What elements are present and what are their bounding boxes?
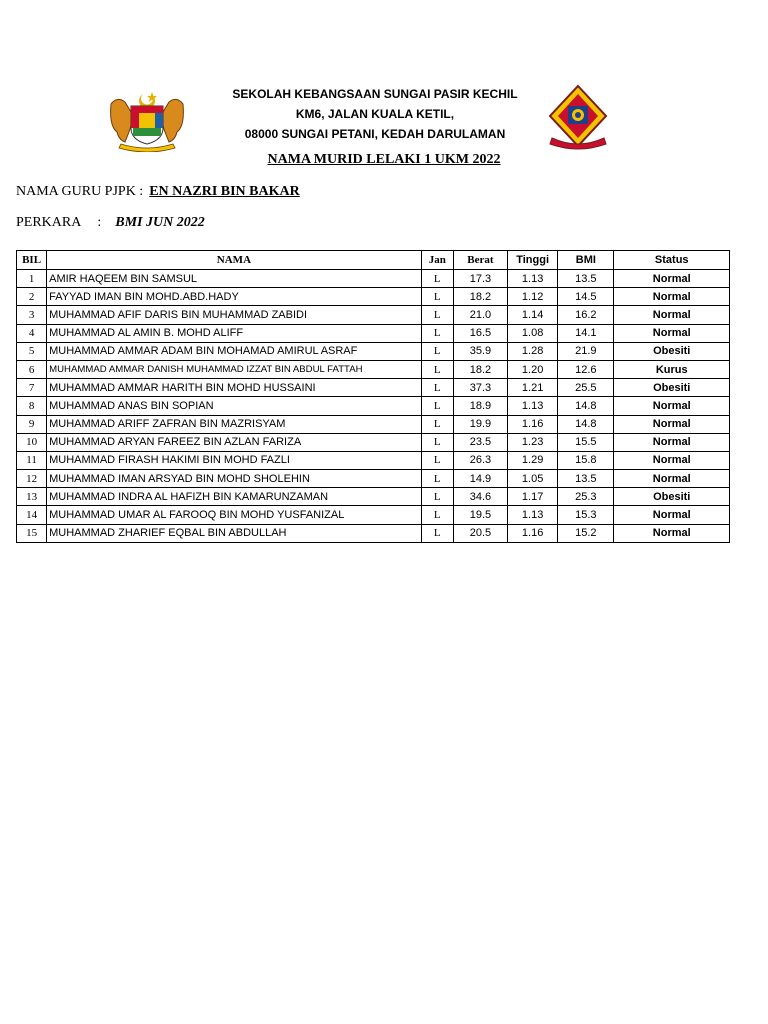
cell-status: Kurus	[614, 360, 730, 378]
cell-bmi: 13.5	[558, 270, 614, 288]
cell-tinggi: 1.21	[508, 379, 558, 397]
cell-nama: MUHAMMAD IMAN ARSYAD BIN MOHD SHOLEHIN	[47, 470, 422, 488]
school-crest-icon	[546, 82, 610, 154]
cell-jan: L	[421, 506, 453, 524]
cell-jan: L	[421, 433, 453, 451]
cell-tinggi: 1.14	[508, 306, 558, 324]
cell-bil: 8	[17, 397, 47, 415]
cell-nama: MUHAMMAD ANAS BIN SOPIAN	[47, 397, 422, 415]
cell-nama: MUHAMMAD AFIF DARIS BIN MUHAMMAD ZABIDI	[47, 306, 422, 324]
cell-nama: MUHAMMAD AMMAR ADAM BIN MOHAMAD AMIRUL ASRAF	[47, 342, 422, 360]
header-tinggi: Tinggi	[508, 251, 558, 270]
table-row	[17, 451, 730, 469]
cell-nama: MUHAMMAD AMMAR DANISH MUHAMMAD IZZAT BIN ABDUL FATTAH	[47, 360, 422, 378]
cell-nama: MUHAMMAD ARIFF ZAFRAN BIN MAZRISYAM	[47, 415, 422, 433]
cell-berat: 20.5	[453, 524, 507, 542]
table-row	[17, 288, 730, 306]
table-row	[17, 415, 730, 433]
cell-nama: MUHAMMAD UMAR AL FAROOQ BIN MOHD YUSFANIZAL	[47, 506, 422, 524]
school-address-line: KM6, JALAN KUALA KETIL,	[295, 107, 455, 121]
cell-bil: 11	[17, 451, 47, 469]
cell-nama: MUHAMMAD ARYAN FAREEZ BIN AZLAN FARIZA	[47, 433, 422, 451]
cell-bil: 1	[17, 270, 47, 288]
table-row	[17, 306, 730, 324]
cell-nama: MUHAMMAD AMMAR HARITH BIN MOHD HUSSAINI	[47, 379, 422, 397]
cell-bmi: 15.2	[558, 524, 614, 542]
cell-bmi: 25.5	[558, 379, 614, 397]
table-row	[17, 433, 730, 451]
cell-nama: AMIR HAQEEM BIN SAMSUL	[47, 270, 422, 288]
cell-berat: 19.9	[453, 415, 507, 433]
cell-tinggi: 1.16	[508, 415, 558, 433]
cell-status: Normal	[614, 397, 730, 415]
cell-bmi: 25.3	[558, 488, 614, 506]
cell-bil: 3	[17, 306, 47, 324]
table-header-row	[17, 251, 730, 270]
document-title-text: NAMA MURID LELAKI 1 UKM 2022	[267, 152, 501, 167]
cell-berat: 18.2	[453, 288, 507, 306]
cell-status: Obesiti	[614, 488, 730, 506]
cell-bil: 9	[17, 415, 47, 433]
cell-bil: 7	[17, 379, 47, 397]
cell-bil: 6	[17, 360, 47, 378]
cell-berat: 18.2	[453, 360, 507, 378]
cell-bmi: 14.1	[558, 324, 614, 342]
cell-jan: L	[421, 360, 453, 378]
header-bil: BIL	[17, 251, 47, 270]
table-row	[17, 360, 730, 378]
cell-bmi: 14.5	[558, 288, 614, 306]
cell-berat: 23.5	[453, 433, 507, 451]
cell-status: Normal	[614, 433, 730, 451]
cell-tinggi: 1.05	[508, 470, 558, 488]
header-berat: Berat	[453, 251, 507, 270]
cell-status: Normal	[614, 306, 730, 324]
cell-jan: L	[421, 488, 453, 506]
cell-bil: 13	[17, 488, 47, 506]
cell-jan: L	[421, 379, 453, 397]
cell-berat: 26.3	[453, 451, 507, 469]
cell-status: Obesiti	[614, 342, 730, 360]
cell-tinggi: 1.13	[508, 270, 558, 288]
header-nama: NAMA	[47, 251, 422, 270]
cell-status: Obesiti	[614, 379, 730, 397]
school-address-block	[210, 84, 540, 144]
cell-berat: 21.0	[453, 306, 507, 324]
cell-bil: 10	[17, 433, 47, 451]
table-row	[17, 470, 730, 488]
cell-bil: 4	[17, 324, 47, 342]
document-title	[0, 152, 768, 168]
cell-jan: L	[421, 324, 453, 342]
school-name: SEKOLAH KEBANGSAAN SUNGAI PASIR KECHIL	[232, 87, 518, 101]
cell-bil: 12	[17, 470, 47, 488]
cell-bil: 2	[17, 288, 47, 306]
cell-tinggi: 1.20	[508, 360, 558, 378]
cell-status: Normal	[614, 270, 730, 288]
table-row	[17, 488, 730, 506]
cell-bmi: 15.3	[558, 506, 614, 524]
cell-bmi: 16.2	[558, 306, 614, 324]
cell-status: Normal	[614, 415, 730, 433]
cell-berat: 18.9	[453, 397, 507, 415]
table-row	[17, 379, 730, 397]
cell-status: Normal	[614, 451, 730, 469]
cell-berat: 16.5	[453, 324, 507, 342]
table-row	[17, 324, 730, 342]
cell-berat: 19.5	[453, 506, 507, 524]
cell-status: Normal	[614, 470, 730, 488]
cell-jan: L	[421, 470, 453, 488]
cell-jan: L	[421, 342, 453, 360]
cell-nama: MUHAMMAD ZHARIEF EQBAL BIN ABDULLAH	[47, 524, 422, 542]
table-row	[17, 270, 730, 288]
cell-tinggi: 1.23	[508, 433, 558, 451]
cell-berat: 14.9	[453, 470, 507, 488]
cell-jan: L	[421, 270, 453, 288]
cell-nama: FAYYAD IMAN BIN MOHD.ABD.HADY	[47, 288, 422, 306]
bmi-table	[16, 250, 730, 543]
cell-bmi: 21.9	[558, 342, 614, 360]
teacher-name: EN NAZRI BIN BAKAR	[149, 184, 300, 199]
school-address-line: 08000 SUNGAI PETANI, KEDAH DARULAMAN	[244, 127, 506, 141]
malaysia-coat-of-arms-icon	[105, 90, 189, 152]
cell-jan: L	[421, 288, 453, 306]
cell-tinggi: 1.12	[508, 288, 558, 306]
subject-colon: :	[97, 215, 102, 230]
cell-jan: L	[421, 415, 453, 433]
cell-bmi: 15.5	[558, 433, 614, 451]
cell-status: Normal	[614, 324, 730, 342]
cell-tinggi: 1.08	[508, 324, 558, 342]
subject-label: PERKARA	[16, 215, 82, 230]
cell-tinggi: 1.16	[508, 524, 558, 542]
header-bmi: BMI	[558, 251, 614, 270]
cell-bmi: 13.5	[558, 470, 614, 488]
cell-bil: 5	[17, 342, 47, 360]
cell-nama: MUHAMMAD INDRA AL HAFIZH BIN KAMARUNZAMAN	[47, 488, 422, 506]
subject-value: BMI JUN 2022	[115, 215, 205, 230]
cell-bmi: 15.8	[558, 451, 614, 469]
header-jan: Jan	[421, 251, 453, 270]
cell-tinggi: 1.28	[508, 342, 558, 360]
cell-bil: 14	[17, 506, 47, 524]
table-row	[17, 524, 730, 542]
table-row	[17, 342, 730, 360]
teacher-row	[16, 184, 300, 200]
cell-jan: L	[421, 524, 453, 542]
header-status: Status	[614, 251, 730, 270]
cell-status: Normal	[614, 506, 730, 524]
cell-tinggi: 1.17	[508, 488, 558, 506]
teacher-label: NAMA GURU PJPK :	[16, 184, 144, 199]
subject-row	[16, 215, 205, 231]
cell-bmi: 12.6	[558, 360, 614, 378]
cell-bil: 15	[17, 524, 47, 542]
cell-bmi: 14.8	[558, 397, 614, 415]
cell-status: Normal	[614, 524, 730, 542]
cell-tinggi: 1.13	[508, 506, 558, 524]
cell-jan: L	[421, 397, 453, 415]
cell-jan: L	[421, 306, 453, 324]
cell-status: Normal	[614, 288, 730, 306]
cell-berat: 37.3	[453, 379, 507, 397]
cell-berat: 35.9	[453, 342, 507, 360]
cell-tinggi: 1.13	[508, 397, 558, 415]
cell-nama: MUHAMMAD AL AMIN B. MOHD ALIFF	[47, 324, 422, 342]
cell-berat: 17.3	[453, 270, 507, 288]
cell-nama: MUHAMMAD FIRASH HAKIMI BIN MOHD FAZLI	[47, 451, 422, 469]
table-row	[17, 397, 730, 415]
cell-bmi: 14.8	[558, 415, 614, 433]
cell-jan: L	[421, 451, 453, 469]
table-row	[17, 506, 730, 524]
cell-berat: 34.6	[453, 488, 507, 506]
cell-tinggi: 1.29	[508, 451, 558, 469]
